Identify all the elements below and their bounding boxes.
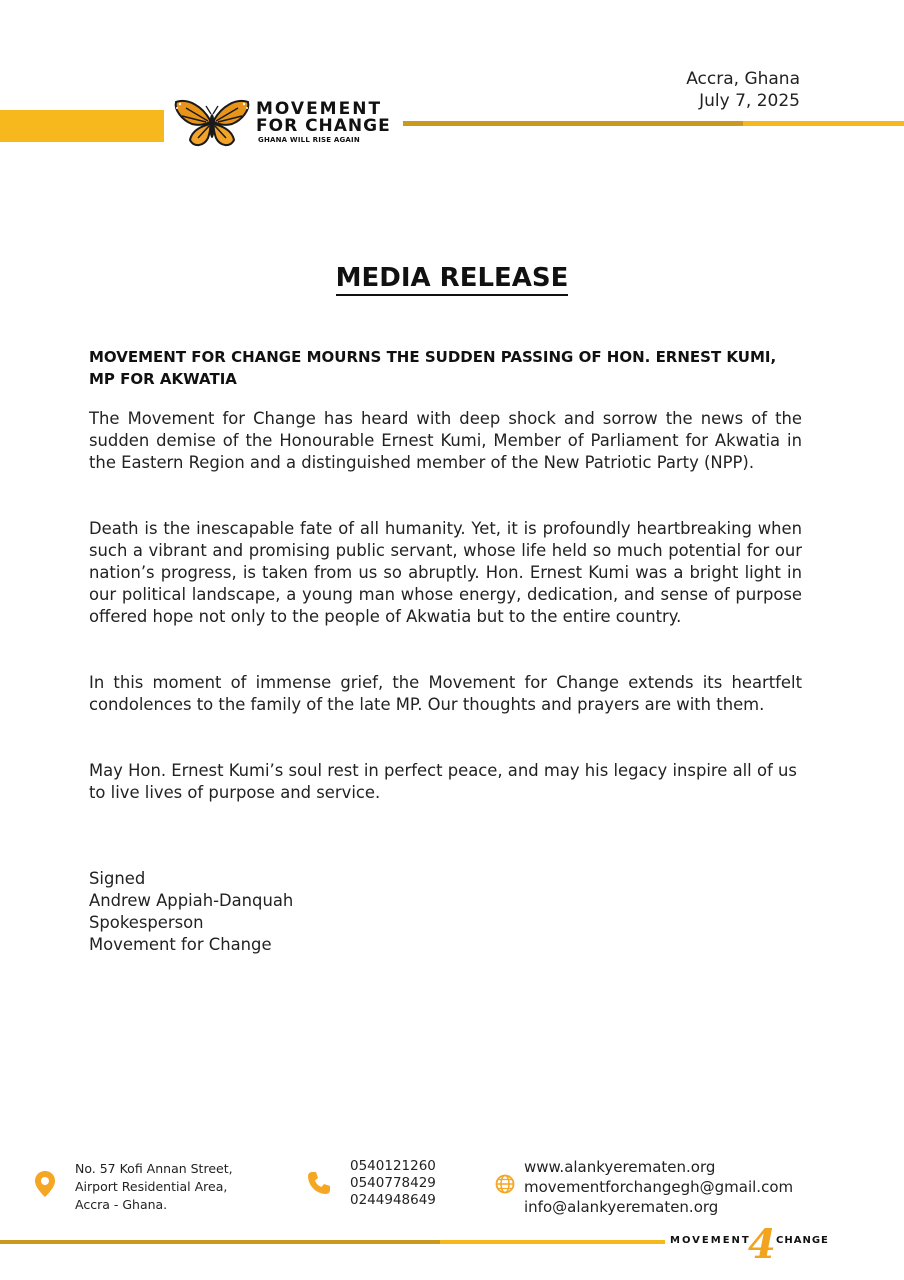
footer-brand-numeral: 4 <box>748 1222 776 1262</box>
body-paragraph: The Movement for Change has heard with deep shock and sorrow the news of the sudden demise of the Honourable Ernest Kumi, Member of Parliament for Akwatia in the Eastern Region and a distinguished member of the New Patriotic Party (NPP). <box>89 409 802 472</box>
organization-logo <box>172 96 392 152</box>
release-date: July 7, 2025 <box>699 91 800 111</box>
phone-number: 0244948649 <box>350 1192 436 1208</box>
brand-tagline: GHANA WILL RISE AGAIN <box>258 136 360 144</box>
release-headline: MOVEMENT FOR CHANGE MOURNS THE SUDDEN PASSING OF HON. ERNEST KUMI, MP FOR AKWATIA <box>89 348 777 388</box>
address-line: No. 57 Kofi Annan Street, <box>75 1161 233 1176</box>
email-link[interactable]: info@alankyerematen.org <box>524 1198 719 1216</box>
numeral-four-mark <box>744 1222 778 1262</box>
header-rule-gold <box>403 121 743 126</box>
website-link[interactable]: www.alankyerematen.org <box>524 1158 716 1176</box>
email-link[interactable]: movementforchangegh@gmail.com <box>524 1178 794 1196</box>
footer-brand-mark <box>670 1222 840 1262</box>
footer-brand-right: CHANGE <box>776 1235 829 1246</box>
signatory-name: Andrew Appiah-Danquah <box>89 891 294 910</box>
document-title-text: MEDIA RELEASE <box>336 263 569 296</box>
release-place: Accra, Ghana <box>686 69 800 89</box>
footer-address <box>75 1160 233 1214</box>
body-paragraph: In this moment of immense grief, the Movement for Change extends its heartfelt condolences to the family of the late MP. Our thoughts and prayers are with them. <box>89 673 802 714</box>
header-rule-yellow <box>743 121 904 126</box>
location-pin-icon <box>34 1170 56 1198</box>
footer-web-contacts <box>524 1157 793 1217</box>
phone-number: 0540778429 <box>350 1175 436 1191</box>
phone-icon <box>306 1170 332 1196</box>
signatory-organization: Movement for Change <box>89 935 272 954</box>
brand-name-line1: MOVEMENT <box>256 99 383 119</box>
globe-icon <box>495 1174 515 1194</box>
signature-block <box>89 868 293 956</box>
signed-label: Signed <box>89 869 146 888</box>
footer-rule-yellow <box>440 1240 665 1244</box>
body-paragraph: May Hon. Ernest Kumi’s soul rest in perfect peace, and may his legacy inspire all of us to live lives of purpose and service. <box>89 761 797 802</box>
document-title <box>0 263 904 293</box>
phone-number: 0540121260 <box>350 1158 436 1174</box>
body-paragraph: Death is the inescapable fate of all humanity. Yet, it is profoundly heartbreaking when such a vibrant and promising public servant, whose life held so much potential for our nation’s progress, is taken from us so abruptly. Hon. Ernest Kumi was a bright light in our political landscape, a young man whose energy, dedication, and sense of purpose offered hope not only to the people of Akwatia but to the entire country. <box>89 519 802 626</box>
footer-phones <box>350 1158 436 1209</box>
header-accent-bar <box>0 110 164 142</box>
footer-brand-left: MOVEMENT <box>670 1235 751 1246</box>
butterfly-icon <box>172 96 252 152</box>
place-date-block <box>600 68 800 112</box>
signatory-role: Spokesperson <box>89 913 204 932</box>
address-line: Accra - Ghana. <box>75 1197 168 1212</box>
footer-rule-gold <box>0 1240 440 1244</box>
brand-name-line2: FOR CHANGE <box>256 116 391 136</box>
address-line: Airport Residential Area, <box>75 1179 228 1194</box>
